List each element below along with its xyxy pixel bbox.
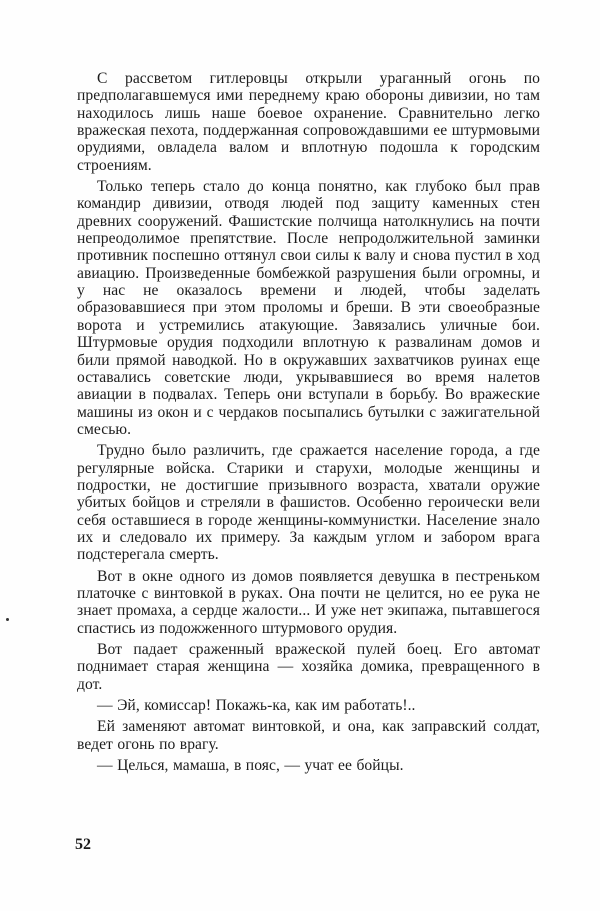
paragraph: Вот в окне одного из домов появляется девушка в пестреньком платочке с винтовкой в руках. Она почти не целится, но ее рука не знает промаха, а сердце жалости... И уже нет экипажа, пытавшегося спастись из подожженного штурмового орудия. (77, 567, 540, 637)
paragraph: Только теперь стало до конца понятно, как глубоко был прав командир дивизии, отводя людей под защиту каменных стен древних сооружений. Фашистские полчища натолкнулись на почти непреодолимое препятствие. После непродолжительной заминки противник поспешно оттянул свои силы к валу и снова пустил в ход авиацию. Произведенные бомбежкой разрушения были огромны, и у нас не оказалось времени и людей, чтобы заделать образовавшиеся при этом проломы и бреши. В эти своеобразные ворота и устремились атакующие. Завязались уличные бои. Штурмовые орудия подходили вплотную к развалинам домов и били прямой наводкой. Но в окружавших захватчиков руинах еще оставались советские люди, укрывавшиеся во время налетов авиации в подвалах. Теперь они вступали в борьбу. Во вражеские машины из окон и с чердаков посыпались бутылки с зажигательной смесью. (77, 178, 540, 438)
dialogue-line: — Целься, мамаша, в пояс, — учат ее бойцы. (97, 757, 404, 775)
paragraph: С рассветом гитлеровцы открыли ураганный огонь по предполагавшемуся ими переднему краю обороны дивизии, но там находилось лишь наше боевое охранение. Сравнительно легко вражеская пехота, поддержанная сопровождавшими ее штурмовыми орудиями, овладела валом и вплотную подошла к городским строениям. (77, 70, 540, 174)
paragraph: Трудно было различить, где сражается население города, а где регулярные войска. Старики и старухи, молодые женщины и подростки, не достигшие призывного возраста, хватали оружие убитых бойцов и стреляли в фашистов. Особенно героически вели себя оставшиеся в городе женщины-коммунистки. Население знало их и следовало их примеру. За каждым углом и забором врага подстерегала смерть. (77, 442, 540, 564)
body-text (77, 70, 540, 778)
paragraph: Вот падает сраженный вражеской пулей боец. Его автомат поднимает старая женщина — хозяйка домика, превращенного в дот. (77, 641, 540, 693)
scan-speck (6, 618, 9, 621)
page-number: 52 (75, 836, 91, 853)
paragraph: Ей заменяют автомат винтовкой, и она, как заправский солдат, ведет огонь по врагу. (77, 718, 540, 753)
dialogue-line: — Эй, комиссар! Покажь-ка, как им работать!.. (97, 697, 416, 715)
